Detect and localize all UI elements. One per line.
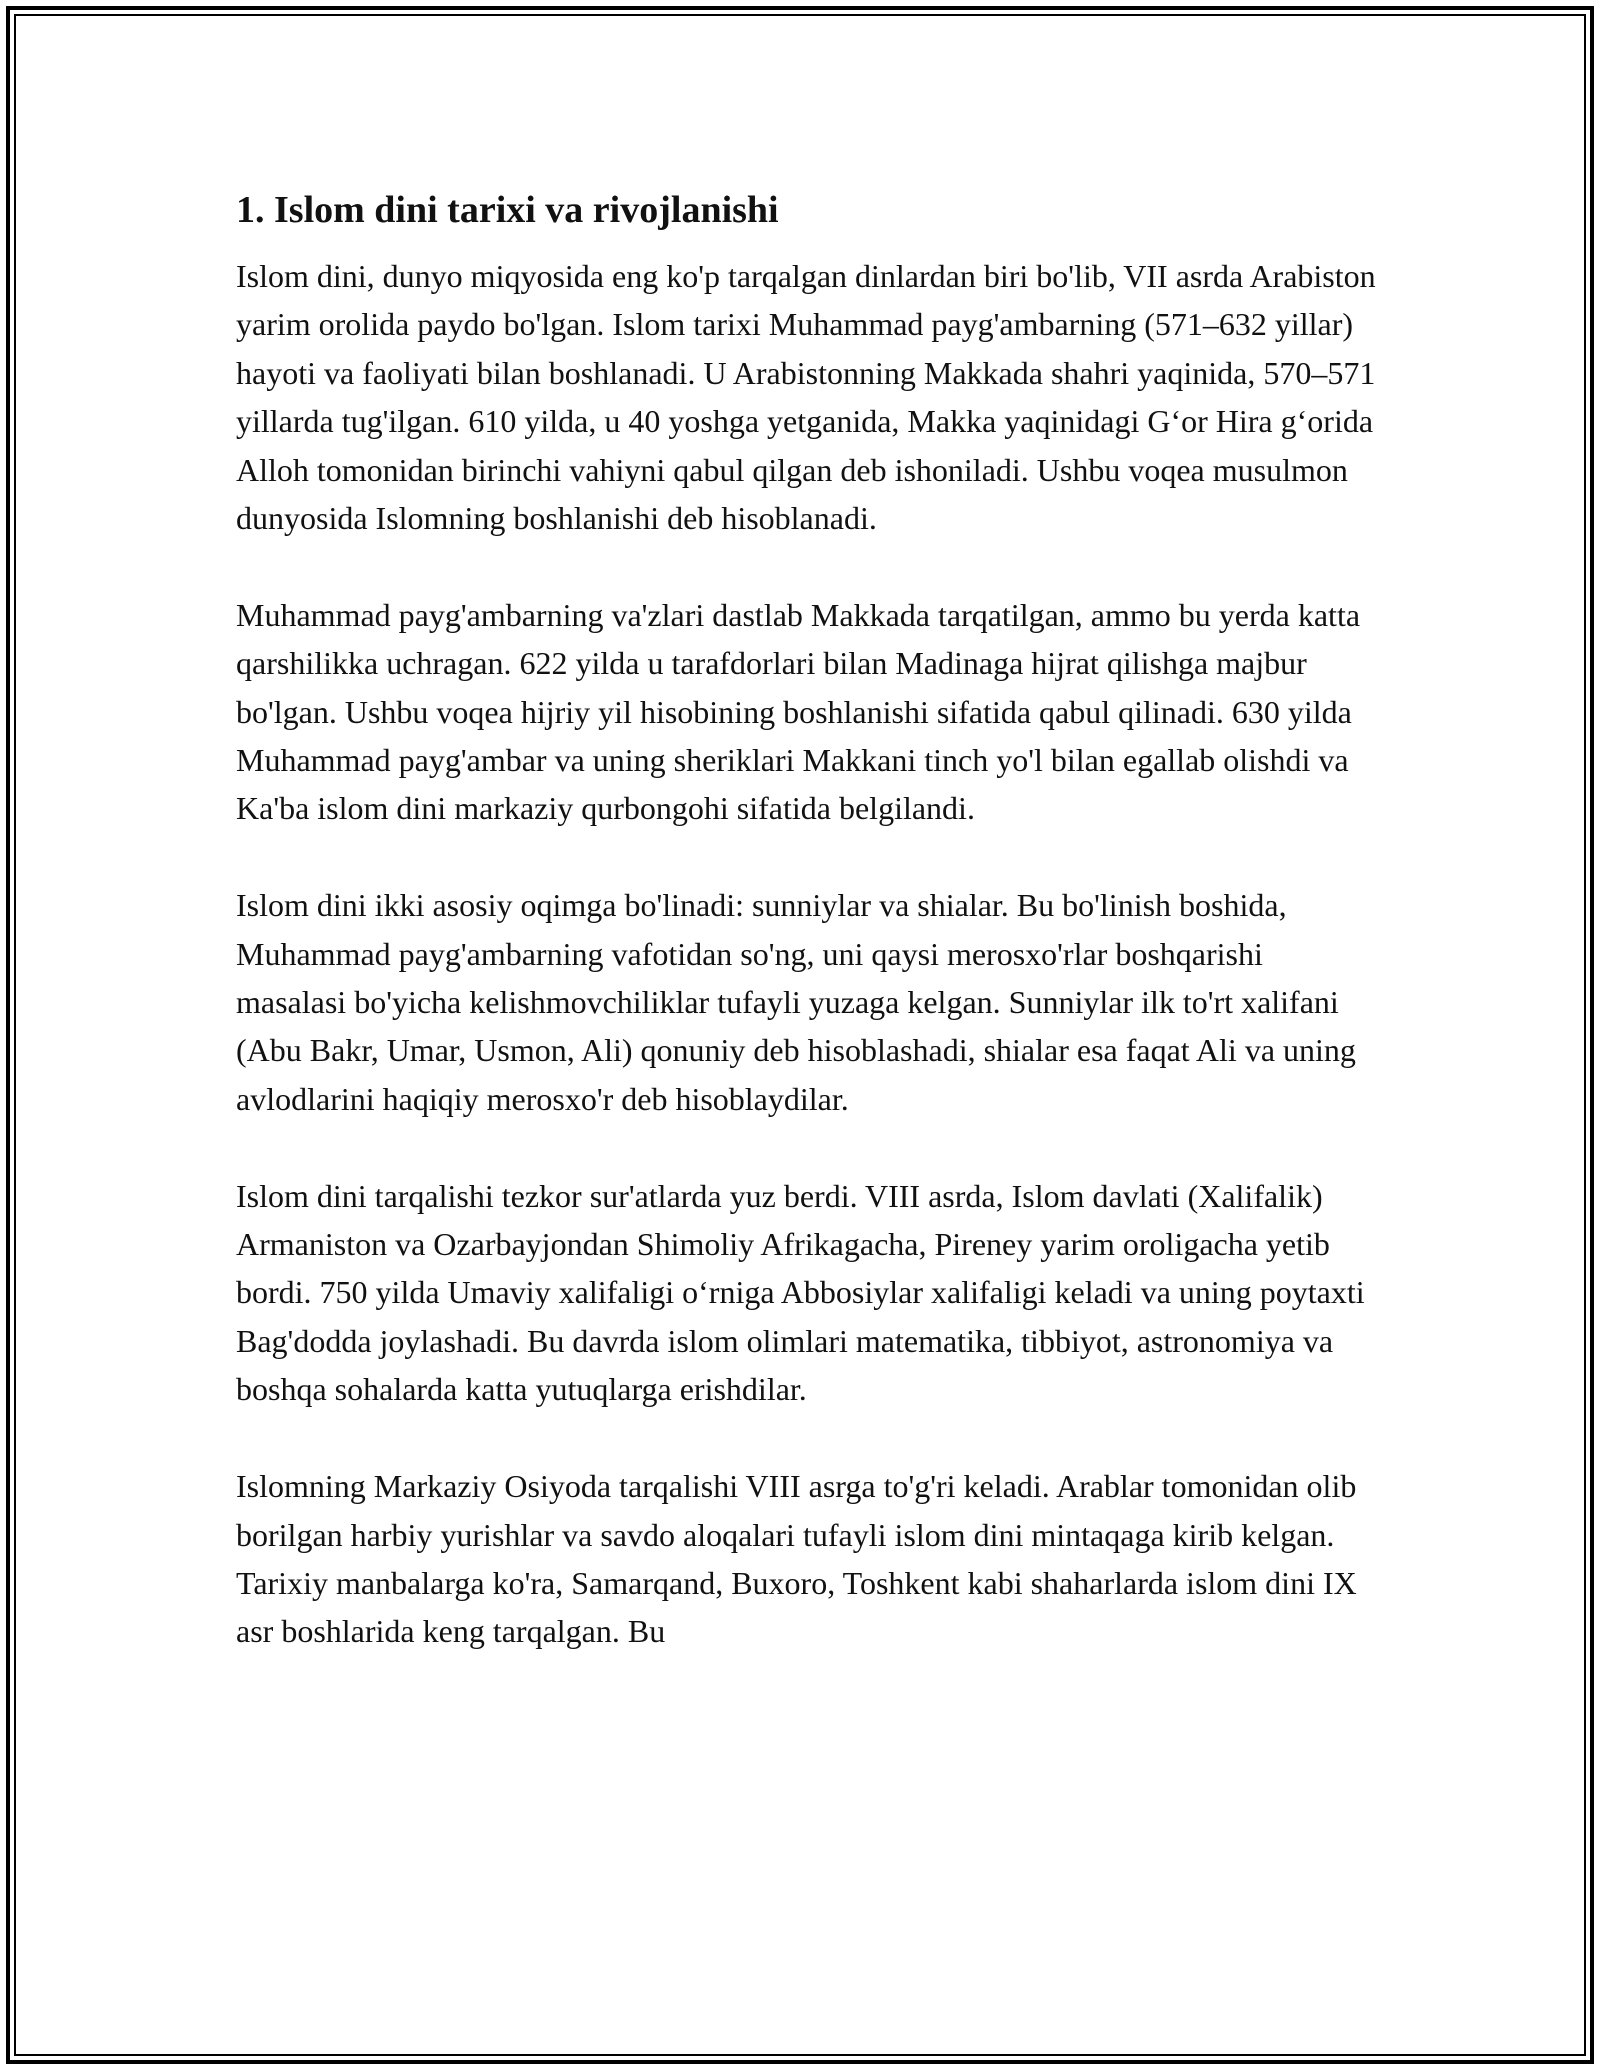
- paragraph-2: Muhammad payg'ambarning va'zlari dastlab Makkada tarqatilgan, ammo bu yerda katta qarshilikka uchragan. 622 yilda u tarafdorlari bilan Madinaga hijrat qilishga majbur bo'lgan. Ushbu voqea hijriy yil hisobining boshlanishi sifatida qabul qilinadi. 630 yilda Muhammad payg'ambar va uning sheriklari Makkani tinch yo'l bilan egallab olishdi va Ka'ba islom dini markaziy qurbongohi sifatida belgilandi.: [236, 596, 1361, 827]
- section-heading: 1. Islom dini tarixi va rivojlanishi: [236, 189, 779, 231]
- paragraph-3: Islom dini ikki asosiy oqimga bo'linadi: sunniylar va shialar. Bu bo'linish boshida, Muhammad payg'ambarning vafotidan so'ng, uni qaysi merosxo'rlar boshqarishi masalasi bo'yicha kelishmovchiliklar tufayli yuzaga kelgan. Sunniylar ilk to'rt xalifani (Abu Bakr, Umar, Usmon, Ali) qonuniy deb hisoblashadi, shialar esa faqat Ali va uning avlodlarini haqiqiy merosxo'r deb hisoblaydilar.: [236, 887, 1356, 1117]
- paragraph-4: Islom dini tarqalishi tezkor sur'atlarda yuz berdi. VIII asrda, Islom davlati (Xalifalik) Armaniston va Ozarbayjondan Shimoliy Afrikagacha, Pireney yarim oroligacha yetib bordi. 750 yilda Umaviy xalifaligi o‘rniga Abbosiylar xalifaligi keladi va uning poytaxti Bag'dodda joylashadi. Bu davrda islom olimlari matematika, tibbiyot, astronomiya va boshqa sohalarda katta yutuqlarga erishdilar.: [236, 1177, 1365, 1408]
- paragraph-5: Islomning Markaziy Osiyoda tarqalishi VIII asrga to'g'ri keladi. Arablar tomonidan olib borilgan harbiy yurishlar va savdo aloqalari tufayli islom dini mintaqaga kirib kelgan. Tarixiy manbalarga ko'ra, Samarqand, Buxoro, Toshkent kabi shaharlarda islom dini IX asr boshlarida keng tarqalgan. Bu: [236, 1468, 1357, 1650]
- document-body: [236, 186, 1376, 1704]
- paragraph-1: Islom dini, dunyo miqyosida eng ko'p tarqalgan dinlardan biri bo'lib, VII asrda Arabiston yarim orolida paydo bo'lgan. Islom tarixi Muhammad payg'ambarning (571–632 yillar) hayoti va faoliyati bilan boshlanadi. U Arabistonning Makkada shahri yaqinida, 570–571 yillarda tug'ilgan. 610 yilda, u 40 yoshga yetganida, Makka yaqinidagi G‘or Hira g‘orida Alloh tomonidan birinchi vahiyni qabul qilgan deb ishoniladi. Ushbu voqea musulmon dunyosida Islomning boshlanishi deb hisoblanadi.: [236, 258, 1376, 537]
